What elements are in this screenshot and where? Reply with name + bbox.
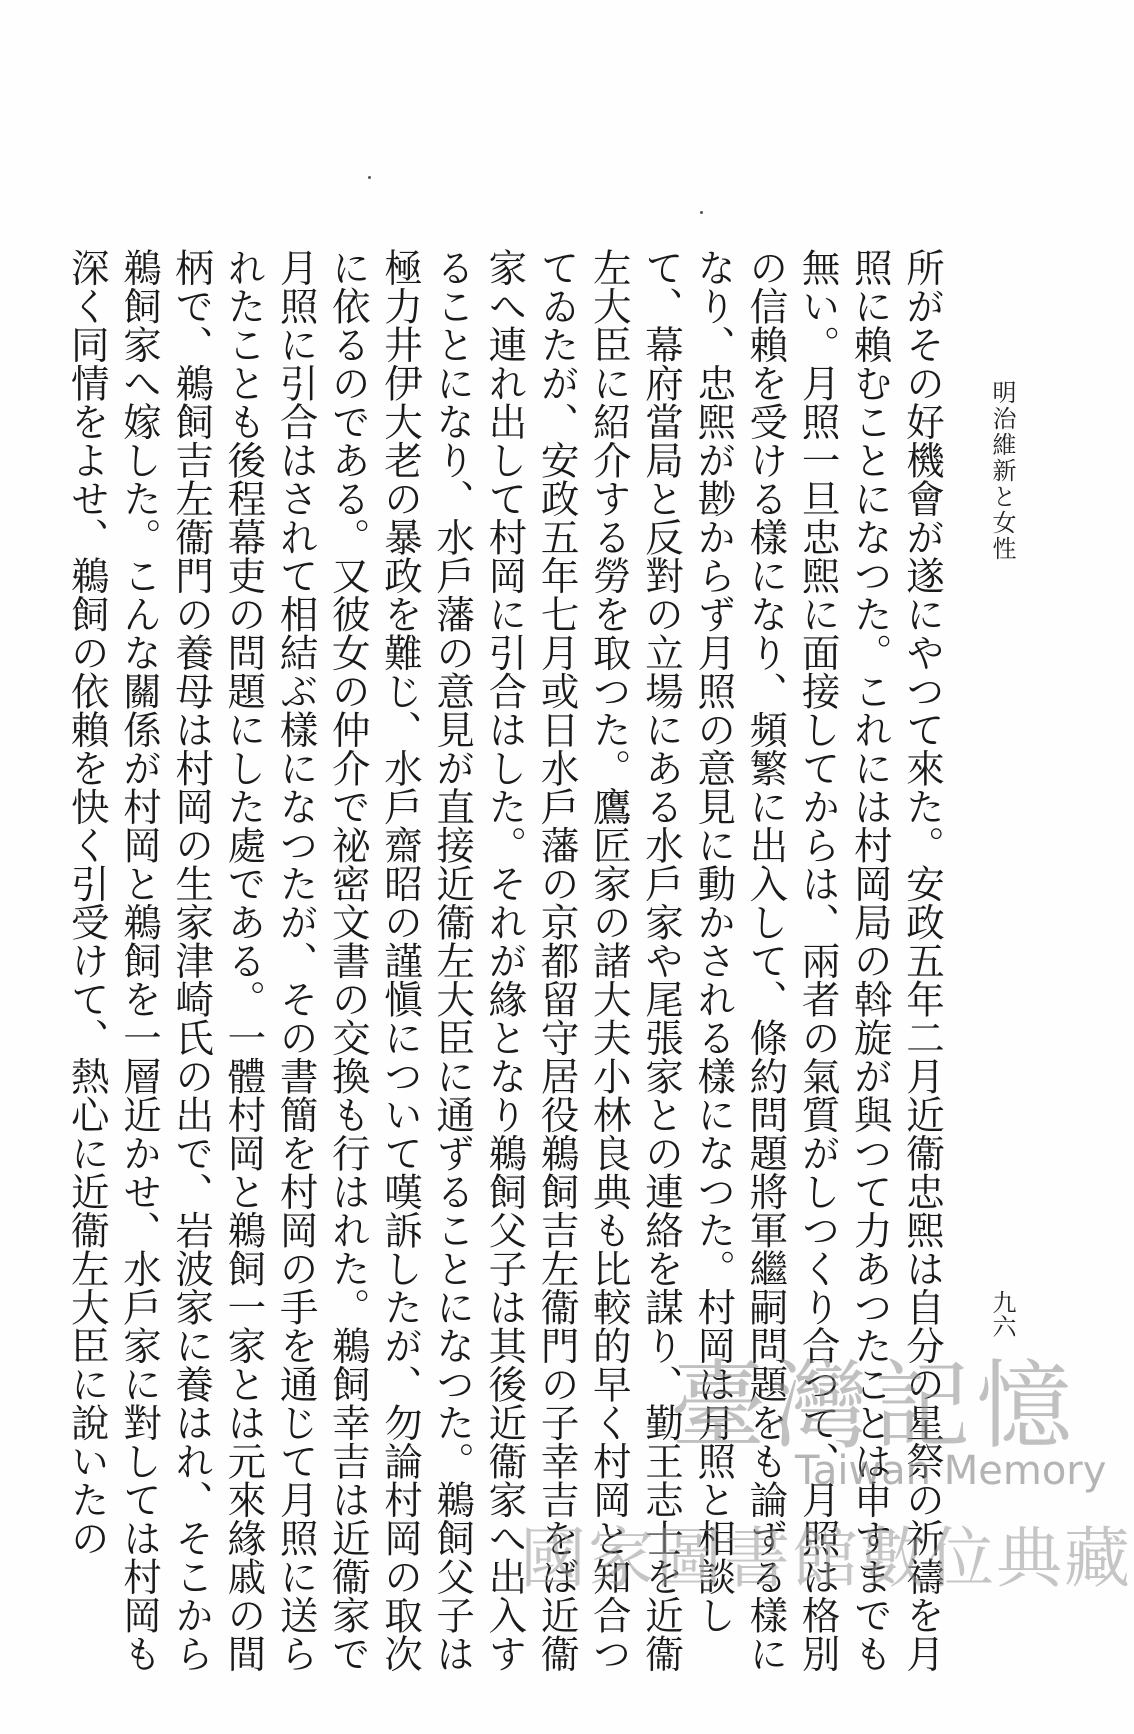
watermark-chinese-text: 國家圖書館數位典藏 xyxy=(520,1520,1132,1597)
page-number: 九六 xyxy=(988,1290,1016,1338)
paper-speck xyxy=(368,176,371,179)
watermark-script-logo: 臺灣記憶 xyxy=(670,1350,1078,1462)
paper-speck xyxy=(700,211,703,214)
watermark-english-text: Taiwan Memory xyxy=(795,1448,1107,1494)
body-paragraph: 所がその好機會が遂にやつて來た。安政五年二月近衞忠煕は自分の星祭の祈禱を月照に賴むことになつた。これには村岡局の斡旋が與つて力あつたことは申すまでも無い。月照一旦忠煕に面接してからは、兩者の氣質がしつくり合つて、月照は格別の信賴を受ける樣になり、頻繁に出入して、條約問題將軍繼嗣問題をも論ずる樣になり、忠煕が尠からず月照の意見に動かされる樣になつた。村岡は月照と相談して、幕府當局と反對の立場にある水戶家や尾張家との連絡を謀り、勤王志士を近衞左大臣に紹介する勞を取つた。鷹匠家の諸大夫小林良典も比較的早く村岡と知合つてゐたが、安政五年七月或日水戶藩の京都留守居役鵜飼吉左衞門の子幸吉をば近衞家へ連れ出して村岡に引合はした。それが緣となり鵜飼父子は其後近衞家へ出入することになり、水戶藩の意見が直接近衞左大臣に通ずることになつた。鵜飼父子は極力井伊大老の暴政を難じ、水戶齋昭の謹愼について嘆訴したが、勿論村岡の取次に依るのである。又彼女の仲介で祕密文書の交換も行はれた。鵜飼幸吉は近衞家で月照に引合はされて相結ぶ樣になつたが、その書簡を村岡の手を通じて月照に送られたことも後程幕吏の問題にした處である。一體村岡と鵜飼一家とは元來緣戚の間柄で、鵜飼吉左衞門の養母は村岡の生家津崎氏の出で、岩波家に養はれ、そこから鵜飼家へ嫁した。こんな關係が村岡と鵜飼を一層近かせ、水戶家に對しては村岡も深く同情をよせ、鵜飼の依賴を快く引受けて、熱心に近衞左大臣に說いたの xyxy=(64,248,945,1673)
running-head-title: 明治維新と女性 xyxy=(988,380,1016,562)
body-text-block xyxy=(64,248,948,1673)
